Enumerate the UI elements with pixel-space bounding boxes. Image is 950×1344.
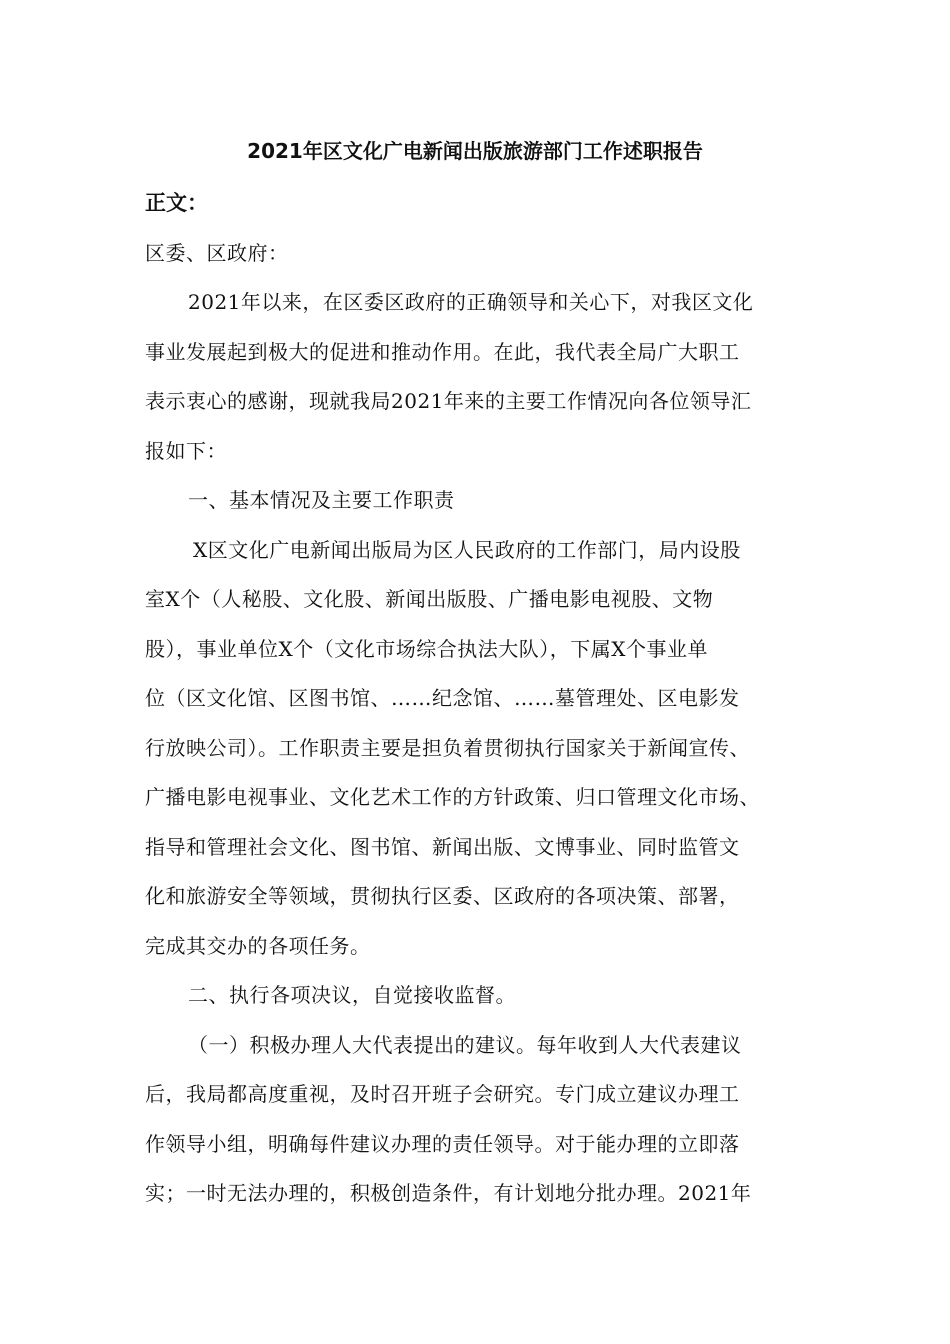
paragraph-line: 报如下：	[145, 439, 227, 463]
section-heading: 二、执行各项决议，自觉接收监督。	[188, 983, 516, 1007]
paragraph-line: 实；一时无法办理的，积极创造条件，有计划地分批办理。2021年	[145, 1181, 752, 1205]
paragraph-line: （一）积极办理人大代表提出的建议。每年收到人大代表建议	[188, 1033, 742, 1057]
paragraph-line: 室X个（人秘股、文化股、新闻出版股、广播电影电视股、文物	[145, 587, 714, 611]
paragraph-line: 作领导小组，明确每件建议办理的责任领导。对于能办理的立即落	[145, 1132, 740, 1156]
paragraph-line: 后，我局都高度重视，及时召开班子会研究。专门成立建议办理工	[145, 1082, 740, 1106]
paragraph-line: 位（区文化馆、区图书馆、……纪念馆、……墓管理处、区电影发	[145, 686, 740, 710]
paragraph-line: 股），事业单位X个（文化市场综合执法大队），下属X个事业单	[145, 637, 708, 661]
paragraph-line: X区文化广电新闻出版局为区人民政府的工作部门，局内设股	[193, 538, 741, 562]
paragraph-line: 完成其交办的各项任务。	[145, 934, 371, 958]
paragraph-line: 广播电影电视事业、文化艺术工作的方针政策、归口管理文化市场、	[145, 785, 760, 809]
paragraph-line: 指导和管理社会文化、图书馆、新闻出版、文博事业、同时监管文	[145, 835, 740, 859]
paragraph-line: 事业发展起到极大的促进和推动作用。在此，我代表全局广大职工	[145, 340, 740, 364]
paragraph-line: 化和旅游安全等领域，贯彻执行区委、区政府的各项决策、部署，	[145, 884, 740, 908]
paragraph-line: 2021年以来，在区委区政府的正确领导和关心下，对我区文化	[188, 290, 754, 314]
section-heading: 一、基本情况及主要工作职责	[188, 488, 455, 512]
section-label: 正文：	[145, 191, 208, 215]
paragraph-line: 表示衷心的感谢，现就我局2021年来的主要工作情况向各位领导汇	[145, 389, 752, 413]
document-title: 2021年区文化广电新闻出版旅游部门工作述职报告	[247, 139, 703, 163]
salutation: 区委、区政府：	[145, 241, 289, 265]
paragraph-line: 行放映公司）。工作职责主要是担负着贯彻执行国家关于新闻宣传、	[145, 736, 750, 760]
